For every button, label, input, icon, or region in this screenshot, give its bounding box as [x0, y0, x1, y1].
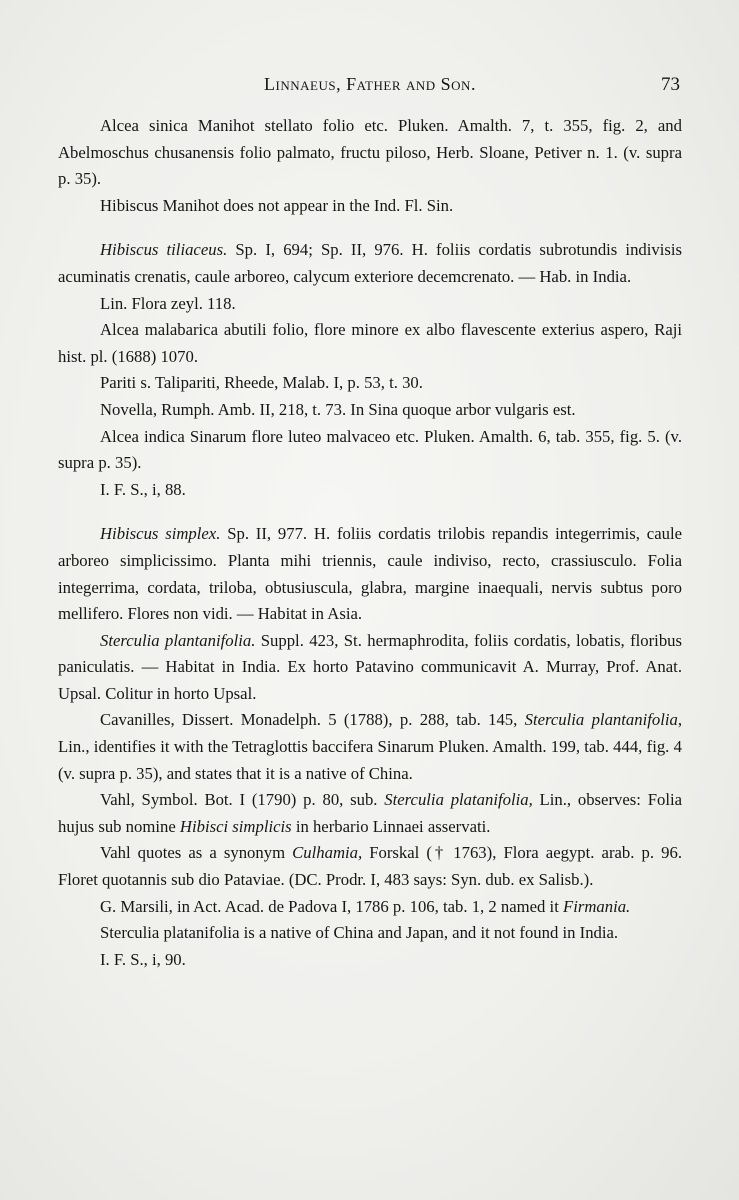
text-run: Alcea sinica Manihot stellato folio etc. Pluken. Amalth. 7, t. 355, fig. 2, and Abelmoschus chusanensis folio palmato, fructu piloso, Herb. Sloane, Petiver n. 1. (v. supra p. 35).	[58, 116, 682, 189]
text-run: Sterculia platanifolia is a native of China and Japan, and it not found in India.	[100, 923, 619, 943]
italic-term: Hibiscus tiliaceus.	[100, 240, 228, 260]
text-run: I. F. S., i, 90.	[100, 949, 186, 969]
text-run: Vahl quotes as a synonym	[100, 843, 293, 863]
paragraph	[58, 628, 682, 708]
paragraph	[58, 113, 682, 193]
italic-term: Hibisci simplicis	[179, 816, 292, 836]
paragraph	[58, 947, 682, 974]
text-run: Novella, Rumph. Amb. II, 218, t. 73. In Sina quoque arbor vulgaris est.	[100, 399, 576, 419]
text-run: G. Marsili, in Act. Acad. de Padova I, 1786 p. 106, tab. 1, 2 named it	[100, 896, 564, 916]
text-run: I. F. S., i, 88.	[100, 479, 186, 499]
text-run: Alcea indica Sinarum flore luteo malvaceo etc. Pluken. Amalth. 6, tab. 355, fig. 5. (v. supra p. 35).	[58, 426, 682, 473]
paragraph	[58, 237, 682, 290]
text-run: Forskal († 1763), Flora aegypt. arab. p. 96. Floret quotannis sub dio Pataviae. (DC. Prodr. I, 483 says: Syn. dub. ex Salisb.).	[58, 843, 682, 890]
paragraph	[58, 521, 682, 627]
paragraph	[58, 787, 682, 840]
page-number: 73	[661, 74, 680, 95]
page-header	[60, 74, 680, 104]
text-run: Hibiscus Manihot does not appear in the Ind. Fl. Sin.	[100, 195, 454, 215]
italic-term: Culhamia,	[292, 843, 363, 863]
italic-term: Hibiscus simplex.	[100, 524, 221, 544]
paragraph	[58, 370, 682, 397]
paragraph	[58, 920, 682, 947]
text-run: Sp. I, 694; Sp. II, 976. H. foliis cordatis subrotundis indivisis acuminatis crenatis, caule arboreo, calycum exteriore decemcrenato. — Hab. in India.	[58, 240, 683, 286]
running-head: Linnaeus, Father and Son.	[264, 74, 476, 94]
text-run: Lin. Flora zeyl. 118.	[100, 293, 236, 313]
paragraph	[58, 424, 682, 477]
paragraph	[58, 477, 682, 504]
text-run: Vahl, Symbol. Bot. I (1790) p. 80, sub.	[100, 790, 385, 810]
italic-term: Sterculia plantanifolia	[524, 710, 678, 730]
paragraph	[58, 707, 682, 787]
paragraph	[58, 193, 682, 220]
italic-term: Sterculia platanifolia,	[384, 790, 533, 810]
text-run: Sp. II, 977. H. foliis cordatis trilobis repandis integerrimis, caule arboreo simplicissimo. Planta mihi triennis, caule indiviso, recto, crassiusculo. Folia integerrima, cordata, triloba, obtusiuscula, glabra, margine inaequali, nervis subtus poro mellifero. Flores non vidi. — Habitat in Asia.	[58, 524, 682, 624]
text-run: Cavanilles, Dissert. Monadelph. 5 (1788), p. 288, tab. 145,	[100, 710, 525, 730]
text-run: , Lin., identifies it with the Tetraglottis baccifera Sinarum Pluken. Amalth. 199, tab. 444, fig. 4 (v. supra p. 35), and states that it is a native of China.	[58, 710, 682, 783]
italic-term: Sterculia plantanifolia.	[100, 630, 256, 650]
italic-term: Firmania.	[563, 896, 631, 916]
text-run: in herbario Linnaei asservati.	[291, 816, 491, 836]
text-run: Suppl. 423, St. hermaphrodita, foliis cordatis, lobatis, floribus paniculatis. — Habitat in India. Ex horto Patavino communicavit A. Murray, Prof. Anat. Upsal. Colitur in horto Upsal.	[58, 630, 682, 703]
paragraph	[58, 317, 682, 370]
text-run: Alcea malabarica abutili folio, flore minore ex albo flavescente exterius aspero, Raji hist. pl. (1688) 1070.	[58, 320, 682, 366]
text-run: Pariti s. Talipariti, Rheede, Malab. I, p. 53, t. 30.	[100, 373, 423, 393]
text-run: Lin., observes: Folia hujus sub nomine	[58, 790, 682, 836]
paragraph	[58, 840, 682, 893]
paragraph	[58, 397, 682, 424]
page-body	[58, 113, 682, 973]
paragraph	[58, 291, 682, 318]
paragraph	[58, 894, 682, 921]
